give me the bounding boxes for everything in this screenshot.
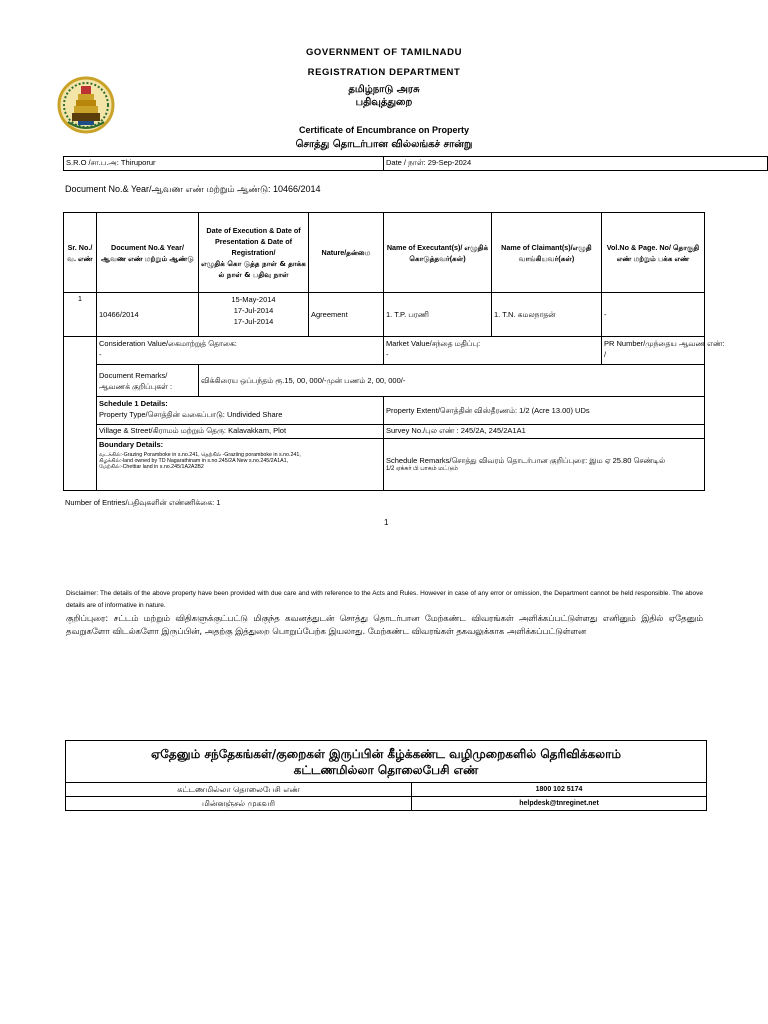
schedule-remarks-line1: Schedule Remarks/சொத்து விவரம் தொடர்பான குறிப்புரை: இம ஏ 25.80 செண்டில் <box>386 456 666 465</box>
village-street: Village & Street/கிராமம் மற்றும் தெரு: Kalavakkam, Plot <box>97 425 384 439</box>
date-registration: 17-Jul-2014 <box>233 317 274 326</box>
helpdesk-title-line2: கட்டணமில்லா தொலைபேசி எண் <box>293 762 479 777</box>
entry-executant: 1. T.P. பரணி <box>384 293 492 337</box>
pr-number-cell <box>602 337 725 365</box>
schedule-remarks-line2: 1/2 ஏக்கர் பி பாகம் மட்டும் <box>386 466 459 472</box>
entry-nature: Agreement <box>309 293 384 337</box>
market-value-value: - <box>386 350 389 359</box>
header-dates-en: Date of Execution & Date of Presentation & Date of Registration/ <box>206 226 301 257</box>
boundary-label: Boundary Details: <box>99 440 164 449</box>
header-dates-ta: எழுதிக் கொ டுத்த நாள் & தாக்க ல் நாள் & பதிவு நாள் <box>201 259 306 279</box>
date-presentation: 17-Jul-2014 <box>233 306 274 315</box>
header-executant: Name of Executant(s)/ எழுதிக் கொடுத்தவர்(கள்) <box>384 213 492 293</box>
govt-title-en: GOVERNMENT OF TAMILNADU <box>305 47 463 58</box>
certificate-title-ta: சொத்து தொடர்பான வில்லங்கச் சான்று <box>295 139 473 150</box>
date-value: 29-Sep-2024 <box>427 158 472 167</box>
pr-number-label: PR Number/முந்தைய ஆவண எண்: <box>604 339 725 348</box>
certificate-title-en: Certificate of Encumbrance on Property <box>298 125 470 135</box>
entry-doc-no: 10466/2014 <box>97 293 199 337</box>
entry-vol-page: - <box>602 293 705 337</box>
number-of-entries: Number of Entries/பதிவுகளின் எண்ணிக்கை: 1 <box>65 498 221 507</box>
phone-value[interactable]: 1800 102 5174 <box>412 783 707 797</box>
pr-number-value: / <box>604 350 607 359</box>
date-execution: 15-May-2014 <box>231 295 276 304</box>
consideration-label: Consideration Value/கைமாற்றுத் தொகை: <box>99 339 237 348</box>
header-claimant: Name of Claimant(s)/எழுதி வாங்கியவர்(கள்) <box>492 213 602 293</box>
date-label: Date / நாள்: <box>386 158 426 167</box>
survey-number: Survey No./புல எண் : 245/2A, 245/2A1A1 <box>384 425 705 439</box>
encumbrance-table <box>63 212 725 491</box>
entry-dates <box>199 293 309 337</box>
market-value-cell <box>384 337 602 365</box>
helpdesk-title-line1: ஏதேனும் சந்தேகங்கள்/குறைகள் இருப்பின் கீழ்க்கண்ட வழிமுறைகளில் தெரிவிக்கலாம் <box>150 746 622 761</box>
document-remarks-label: Document Remarks/ ஆவணக் குறிப்புகள் : <box>97 365 199 397</box>
govt-title-ta: தமிழ்நாடு அரசு <box>348 84 420 95</box>
email-label: மின்னஞ்சல் முகவரி <box>66 797 412 811</box>
schedule-label: Schedule 1 Details: <box>99 399 168 408</box>
header-nature: Nature/தன்மை <box>309 213 384 293</box>
consideration-cell <box>97 337 384 365</box>
helpdesk-title <box>66 741 707 783</box>
boundary-west: மேற்கில்:-Chettiar land in s.no.245/1A2A2B2 <box>99 464 204 470</box>
page-number: 1 <box>384 518 389 527</box>
market-value-label: Market Value/சந்தை மதிப்பு: <box>386 339 481 348</box>
header-doc-no: Document No.& Year/ ஆவண எண் மற்றும் ஆண்டு <box>97 213 199 293</box>
schedule-remarks-cell <box>384 439 705 491</box>
header-vol-page: Vol.No & Page. No/ தொகுதி எண் மற்றும் பக்க எண் <box>602 213 705 293</box>
dept-title-en: REGISTRATION DEPARTMENT <box>307 67 461 78</box>
entry-claimant: 1. T.N. கமலநாதன் <box>492 293 602 337</box>
document-number-line <box>65 184 321 196</box>
boundary-north-south: வடக்கில்:-Grazing Poramboke in s.no.241, தெற்கில் -Graziing poramboke in s.no.241, <box>99 452 301 458</box>
boundary-cell <box>97 439 384 491</box>
schedule-cell <box>97 397 384 425</box>
document-remarks-value: விக்கிரைய ஒப்பந்தம் ரூ.15, 00, 000/-முன் பணம் 2, 00, 000/- <box>199 365 705 397</box>
email-value[interactable]: helpdesk@tnreginet.net <box>412 797 707 811</box>
header-dates <box>199 213 309 293</box>
disclaimer-en: Disclaimer: The details of the above property have been provided with due care and with reference to the Acts and Rules. However in case of any error or omission, the Department cannot be held responsible. The above details are of informative in nature. <box>66 590 703 609</box>
document-number-label: Document No.& Year/ஆவண எண் மற்றும் ஆண்டு: <box>65 184 271 194</box>
consideration-value: - <box>99 350 102 359</box>
boundary-east: கிழக்கில்:-land owned by TD Nagarathinam in s.no.245/2A New s.no.245/2A1A1, <box>99 458 289 464</box>
document-number-value: 10466/2014 <box>273 184 321 194</box>
sro-label: S.R.O /சா.ப.அ: <box>66 158 119 167</box>
dept-title-ta: பதிவுத்துறை <box>355 97 413 108</box>
sro-date-row <box>63 156 768 171</box>
phone-label: கட்டணமில்லா தொலைபேசி எண் <box>66 783 412 797</box>
disclaimer-ta: குறிப்புரை: சட்டம் மற்றும் விதிகளுக்குட்பட்டு மிகுந்த கவனத்துடன் சொத்து தொடர்பான மேற்கண்ட விவரங்கள் அளிக்கப்பட்டுள்ளது எனினும் இதில் ஏதேனும் தவறுகளோ விடல்களோ இருப்பின், அதற்கு இத்துறை பொறுப்பேற்க இயலாது. மேற்கண்ட விவரங்கள் தகவலுக்காக அளிக்கப்பட்டுள்ளன <box>66 613 703 636</box>
table-row <box>64 293 705 337</box>
property-type: Property Type/சொத்தின் வகைப்பாடு: Undivided Share <box>99 410 283 419</box>
property-extent: Property Extent/சொத்தின் விஸ்தீரணம்: 1/2 (Acre 13.00) UDs <box>384 397 705 425</box>
helpdesk-box <box>65 740 707 811</box>
sro-value: Thiruporur <box>120 158 156 167</box>
header-sr-no: Sr. No./ வ. எண் <box>64 213 97 293</box>
entry-sr: 1 <box>64 293 97 337</box>
